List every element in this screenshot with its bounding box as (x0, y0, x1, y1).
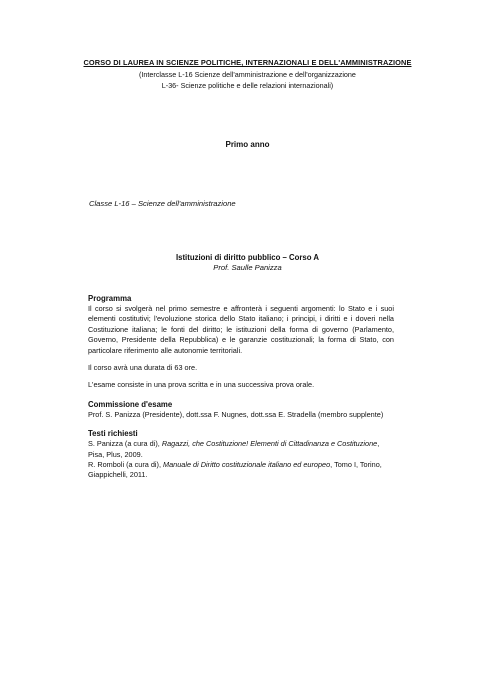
book-author: R. Romboli (a cura di), (88, 460, 164, 470)
course-duration: Il corso avrà una durata di 63 ore. (88, 363, 198, 373)
book-publisher: , Pisa, Plus, 2009. (88, 439, 380, 459)
commissione-text: Prof. S. Panizza (Presidente), dott.ssa F. Nugnes, dott.ssa E. Stradella (membro supplente) (88, 409, 384, 419)
book-entry (88, 439, 394, 460)
book-title: Manuale di Diritto costituzionale italiano ed europeo (163, 460, 331, 470)
commissione-heading: Commissione d'esame (88, 399, 173, 409)
course-body (88, 294, 394, 481)
interclass-line-1: (Interclasse L-16 Scienze dell'amministrazione e dell'organizzazione (139, 70, 356, 79)
degree-header (0, 58, 495, 91)
interclass-line-2: L-36- Scienze politiche e delle relazioni internazionali) (161, 81, 334, 90)
programma-text: Il corso si svolgerà nel primo semestre e affronterà i seguenti argomenti: lo Stato e i suoi elementi costitutivi; l'evoluzione storica dello Stato italiano; i principi, i diritti e i doveri nella Costituzione italiana; le fonti del diritto; le istituzioni della forma di governo (Parlamento, Governo, Presidente della Repubblica) e le garanzie costituzionali; la forma di Stato, con particolare riferimento alle autonomie territoriali. (88, 304, 394, 355)
degree-title: CORSO DI LAUREA IN SCIENZE POLITICHE, INTERNAZIONALI E DELL'AMMINISTRAZIONE (83, 58, 412, 67)
exam-description: L'esame consiste in una prova scritta e in una successiva prova orale. (88, 380, 315, 390)
course-title: Istituzioni di diritto pubblico – Corso A (175, 253, 320, 262)
book-author: S. Panizza (a cura di), (88, 439, 162, 449)
book-title: Ragazzi, che Costituzione! Elementi di Cittadinanza e Costituzione (161, 439, 378, 449)
year-heading: Primo anno (225, 140, 270, 149)
testi-heading: Testi richiesti (88, 429, 138, 439)
book-publisher: , Tomo I, Torino, Giappichelli, 2011. (88, 460, 382, 480)
programma-heading: Programma (88, 294, 132, 303)
class-line: Classe L-16 – Scienze dell'amministrazione (89, 199, 236, 208)
course-header (0, 253, 495, 272)
book-entry (88, 460, 394, 481)
course-professor: Prof. Saulle Panizza (213, 263, 282, 272)
